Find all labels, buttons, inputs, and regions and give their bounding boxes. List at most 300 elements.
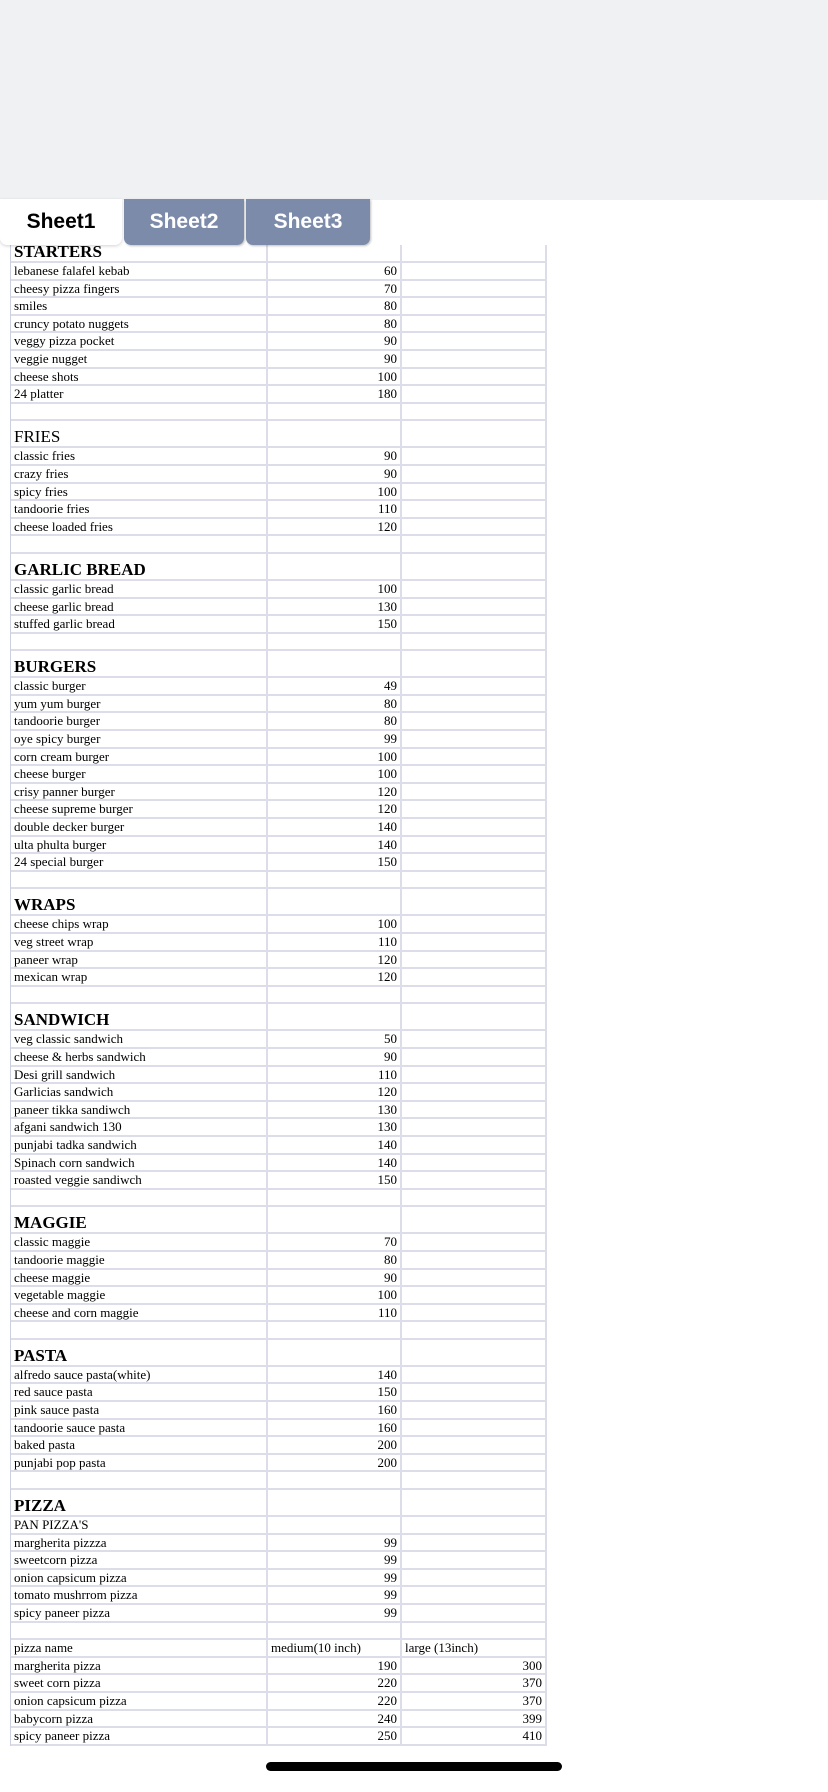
table-row[interactable] [11, 1155, 547, 1173]
price-cell[interactable] [268, 1472, 402, 1488]
blank-row[interactable] [11, 1322, 547, 1340]
price-large-cell[interactable] [402, 1517, 547, 1533]
table-row[interactable] [11, 678, 547, 696]
price-large-cell[interactable] [402, 916, 547, 932]
table-row[interactable] [11, 952, 547, 970]
item-name-cell[interactable]: crisy panner burger [11, 784, 268, 800]
table-row[interactable] [11, 1137, 547, 1155]
price-large-cell[interactable] [402, 616, 547, 632]
item-name-cell[interactable]: cruncy potato nuggets [11, 316, 268, 332]
item-name-cell[interactable]: tandoorie maggie [11, 1252, 268, 1268]
price-large-cell[interactable] [402, 1049, 547, 1065]
item-name-cell[interactable]: roasted veggie sandiwch [11, 1172, 268, 1188]
price-cell[interactable]: 150 [268, 1384, 402, 1400]
price-cell[interactable]: 49 [268, 678, 402, 694]
price-cell[interactable]: 80 [268, 713, 402, 729]
item-name-cell[interactable]: classic maggie [11, 1234, 268, 1250]
item-name-cell[interactable]: cheese maggie [11, 1270, 268, 1286]
table-row[interactable] [11, 1437, 547, 1455]
price-cell[interactable]: 99 [268, 1587, 402, 1603]
price-cell[interactable]: 80 [268, 696, 402, 712]
table-row[interactable] [11, 386, 547, 404]
price-large-cell[interactable]: large (13inch) [402, 1640, 547, 1656]
price-large-cell[interactable] [402, 501, 547, 517]
price-cell[interactable]: 220 [268, 1675, 402, 1691]
item-name-cell[interactable]: margherita pizza [11, 1658, 268, 1674]
table-row[interactable] [11, 1234, 547, 1252]
table-row[interactable] [11, 1305, 547, 1323]
price-large-cell[interactable] [402, 1190, 547, 1206]
item-name-cell[interactable]: cheesy pizza fingers [11, 281, 268, 297]
price-cell[interactable]: 180 [268, 386, 402, 402]
price-cell[interactable] [268, 1490, 402, 1515]
price-large-cell[interactable] [402, 1322, 547, 1338]
section-header-row[interactable] [11, 421, 547, 448]
section-header-row[interactable] [11, 889, 547, 916]
price-large-cell[interactable] [402, 1570, 547, 1586]
item-name-cell[interactable]: Garlicias sandwich [11, 1084, 268, 1100]
price-cell[interactable]: 120 [268, 801, 402, 817]
price-cell[interactable]: 90 [268, 448, 402, 464]
price-cell[interactable]: 110 [268, 934, 402, 950]
item-name-cell[interactable] [11, 634, 268, 650]
item-name-cell[interactable]: spicy fries [11, 484, 268, 500]
item-name-cell[interactable]: Desi grill sandwich [11, 1067, 268, 1083]
price-cell[interactable]: 250 [268, 1728, 402, 1744]
price-cell[interactable]: 99 [268, 1570, 402, 1586]
table-row[interactable] [11, 1270, 547, 1288]
item-name-cell[interactable]: crazy fries [11, 466, 268, 482]
item-name-cell[interactable]: ulta phulta burger [11, 837, 268, 853]
price-cell[interactable]: 120 [268, 1084, 402, 1100]
price-cell[interactable]: 220 [268, 1693, 402, 1709]
item-name-cell[interactable]: cheese garlic bread [11, 599, 268, 615]
price-large-cell[interactable] [402, 713, 547, 729]
price-cell[interactable]: 150 [268, 1172, 402, 1188]
price-cell[interactable]: 50 [268, 1031, 402, 1047]
table-row[interactable] [11, 1535, 547, 1553]
tab-sheet1[interactable]: Sheet1 [0, 199, 122, 245]
table-row[interactable] [11, 1067, 547, 1085]
price-large-cell[interactable] [402, 749, 547, 765]
table-row[interactable] [11, 281, 547, 299]
blank-row[interactable] [11, 404, 547, 422]
price-large-cell[interactable] [402, 581, 547, 597]
price-large-cell[interactable] [402, 1172, 547, 1188]
price-large-cell[interactable] [402, 1605, 547, 1621]
blank-row[interactable] [11, 1472, 547, 1490]
price-large-cell[interactable] [402, 263, 547, 279]
section-header-row[interactable] [11, 1490, 547, 1517]
item-name-cell[interactable]: sweetcorn pizza [11, 1552, 268, 1568]
table-row[interactable] [11, 581, 547, 599]
table-row[interactable] [11, 1420, 547, 1438]
price-cell[interactable] [268, 1623, 402, 1639]
price-large-cell[interactable] [402, 554, 547, 579]
price-cell[interactable]: 99 [268, 1552, 402, 1568]
price-large-cell[interactable] [402, 351, 547, 367]
price-cell[interactable] [268, 651, 402, 676]
item-name-cell[interactable]: stuffed garlic bread [11, 616, 268, 632]
price-cell[interactable] [268, 872, 402, 888]
price-cell[interactable]: 100 [268, 1287, 402, 1303]
item-name-cell[interactable]: veg classic sandwich [11, 1031, 268, 1047]
price-cell[interactable] [268, 554, 402, 579]
price-large-cell[interactable] [402, 1587, 547, 1603]
item-name-cell[interactable]: PAN PIZZA'S [11, 1517, 268, 1533]
table-row[interactable] [11, 448, 547, 466]
table-row[interactable] [11, 298, 547, 316]
item-name-cell[interactable] [11, 1322, 268, 1338]
table-row[interactable] [11, 784, 547, 802]
item-name-cell[interactable]: oye spicy burger [11, 731, 268, 747]
item-name-cell[interactable]: paneer tikka sandiwch [11, 1102, 268, 1118]
price-large-cell[interactable] [402, 634, 547, 650]
table-row[interactable] [11, 1605, 547, 1623]
table-row[interactable] [11, 1049, 547, 1067]
item-name-cell[interactable]: classic burger [11, 678, 268, 694]
table-row[interactable] [11, 1252, 547, 1270]
table-row[interactable] [11, 1402, 547, 1420]
section-header-row[interactable] [11, 1004, 547, 1031]
table-row[interactable] [11, 1084, 547, 1102]
price-large-cell[interactable]: 410 [402, 1728, 547, 1744]
table-row[interactable] [11, 766, 547, 784]
price-cell[interactable]: 190 [268, 1658, 402, 1674]
item-name-cell[interactable]: vegetable maggie [11, 1287, 268, 1303]
item-name-cell[interactable]: baked pasta [11, 1437, 268, 1453]
price-cell[interactable]: 99 [268, 731, 402, 747]
item-name-cell[interactable]: classic garlic bread [11, 581, 268, 597]
table-row[interactable] [11, 616, 547, 634]
price-cell[interactable]: 100 [268, 749, 402, 765]
item-name-cell[interactable]: smiles [11, 298, 268, 314]
item-name-cell[interactable]: spicy paneer pizza [11, 1728, 268, 1744]
price-cell[interactable]: 110 [268, 501, 402, 517]
price-cell[interactable]: 130 [268, 1102, 402, 1118]
price-large-cell[interactable]: 370 [402, 1675, 547, 1691]
item-name-cell[interactable]: alfredo sauce pasta(white) [11, 1367, 268, 1383]
tab-sheet2[interactable]: Sheet2 [124, 199, 244, 245]
item-name-cell[interactable]: red sauce pasta [11, 1384, 268, 1400]
price-cell[interactable]: 130 [268, 1119, 402, 1135]
blank-row[interactable] [11, 536, 547, 554]
price-large-cell[interactable] [402, 1305, 547, 1321]
price-cell[interactable]: 200 [268, 1437, 402, 1453]
item-name-cell[interactable]: spicy paneer pizza [11, 1605, 268, 1621]
item-name-cell[interactable]: pizza name [11, 1640, 268, 1656]
price-large-cell[interactable] [402, 245, 547, 261]
price-large-cell[interactable] [402, 889, 547, 914]
price-cell[interactable]: 120 [268, 969, 402, 985]
price-large-cell[interactable] [402, 766, 547, 782]
price-large-cell[interactable] [402, 1552, 547, 1568]
table-row[interactable] [11, 819, 547, 837]
price-cell[interactable] [268, 634, 402, 650]
price-large-cell[interactable] [402, 1252, 547, 1268]
price-large-cell[interactable] [402, 1031, 547, 1047]
price-cell[interactable] [268, 1517, 402, 1533]
table-row[interactable] [11, 1172, 547, 1190]
price-large-cell[interactable] [402, 519, 547, 535]
price-cell[interactable]: 100 [268, 484, 402, 500]
price-cell[interactable]: 100 [268, 581, 402, 597]
price-large-cell[interactable] [402, 678, 547, 694]
table-row[interactable] [11, 749, 547, 767]
item-name-cell[interactable]: 24 special burger [11, 854, 268, 870]
item-name-cell[interactable]: punjabi pop pasta [11, 1455, 268, 1471]
spreadsheet-area[interactable] [0, 245, 828, 1792]
table-row[interactable] [11, 1102, 547, 1120]
section-header-row[interactable] [11, 245, 547, 263]
price-large-cell[interactable] [402, 1535, 547, 1551]
price-large-cell[interactable] [402, 484, 547, 500]
price-cell[interactable]: 60 [268, 263, 402, 279]
blank-row[interactable] [11, 1623, 547, 1641]
table-row[interactable] [11, 1455, 547, 1473]
price-large-cell[interactable] [402, 599, 547, 615]
item-name-cell[interactable]: sweet corn pizza [11, 1675, 268, 1691]
price-cell[interactable]: 110 [268, 1305, 402, 1321]
table-row[interactable] [11, 837, 547, 855]
tab-sheet3[interactable]: Sheet3 [246, 199, 370, 245]
section-title-cell[interactable]: WRAPS [11, 889, 268, 914]
item-name-cell[interactable] [11, 1472, 268, 1488]
price-cell[interactable]: 120 [268, 519, 402, 535]
price-cell[interactable] [268, 1340, 402, 1365]
table-row[interactable] [11, 1031, 547, 1049]
price-large-cell[interactable] [402, 448, 547, 464]
section-header-row[interactable] [11, 1340, 547, 1367]
table-row[interactable] [11, 519, 547, 537]
item-name-cell[interactable]: double decker burger [11, 819, 268, 835]
price-large-cell[interactable] [402, 386, 547, 402]
price-cell[interactable]: 100 [268, 369, 402, 385]
price-large-cell[interactable] [402, 934, 547, 950]
table-row[interactable] [11, 466, 547, 484]
price-cell[interactable] [268, 421, 402, 446]
price-large-cell[interactable] [402, 987, 547, 1003]
table-row[interactable] [11, 501, 547, 519]
item-name-cell[interactable]: 24 platter [11, 386, 268, 402]
price-cell[interactable]: 160 [268, 1420, 402, 1436]
price-cell[interactable]: 120 [268, 784, 402, 800]
price-large-cell[interactable] [402, 1367, 547, 1383]
section-header-row[interactable] [11, 554, 547, 581]
table-row[interactable] [11, 316, 547, 334]
price-cell[interactable]: 90 [268, 1049, 402, 1065]
item-name-cell[interactable] [11, 404, 268, 420]
item-name-cell[interactable]: corn cream burger [11, 749, 268, 765]
price-cell[interactable] [268, 536, 402, 552]
price-large-cell[interactable] [402, 731, 547, 747]
price-large-cell[interactable] [402, 1490, 547, 1515]
table-row[interactable] [11, 351, 547, 369]
item-name-cell[interactable]: onion capsicum pizza [11, 1693, 268, 1709]
item-name-cell[interactable]: punjabi tadka sandwich [11, 1137, 268, 1153]
table-row[interactable] [11, 1119, 547, 1137]
table-row[interactable] [11, 934, 547, 952]
price-large-cell[interactable] [402, 1384, 547, 1400]
price-large-cell[interactable] [402, 1004, 547, 1029]
table-row[interactable] [11, 916, 547, 934]
price-large-cell[interactable]: 370 [402, 1693, 547, 1709]
table-row[interactable] [11, 1552, 547, 1570]
price-large-cell[interactable]: 399 [402, 1711, 547, 1727]
price-large-cell[interactable] [402, 1340, 547, 1365]
price-cell[interactable]: 120 [268, 952, 402, 968]
table-row[interactable] [11, 854, 547, 872]
item-name-cell[interactable]: onion capsicum pizza [11, 1570, 268, 1586]
price-cell[interactable] [268, 245, 402, 261]
price-cell[interactable]: 140 [268, 1137, 402, 1153]
price-large-cell[interactable] [402, 1437, 547, 1453]
table-row[interactable] [11, 1675, 547, 1693]
item-name-cell[interactable]: tandoorie sauce pasta [11, 1420, 268, 1436]
price-cell[interactable]: 80 [268, 1252, 402, 1268]
price-cell[interactable] [268, 1190, 402, 1206]
section-title-cell[interactable]: FRIES [11, 421, 268, 446]
table-row[interactable] [11, 1658, 547, 1676]
price-large-cell[interactable]: 300 [402, 1658, 547, 1674]
item-name-cell[interactable] [11, 872, 268, 888]
price-large-cell[interactable] [402, 1119, 547, 1135]
spreadsheet-grid[interactable] [10, 245, 547, 1746]
price-cell[interactable]: 100 [268, 766, 402, 782]
price-cell[interactable] [268, 1207, 402, 1232]
price-large-cell[interactable] [402, 281, 547, 297]
table-row[interactable] [11, 369, 547, 387]
table-row[interactable] [11, 1693, 547, 1711]
price-cell[interactable]: 140 [268, 837, 402, 853]
item-name-cell[interactable]: veggy pizza pocket [11, 333, 268, 349]
section-header-row[interactable] [11, 651, 547, 678]
price-cell[interactable]: 80 [268, 298, 402, 314]
table-row[interactable] [11, 599, 547, 617]
price-large-cell[interactable] [402, 333, 547, 349]
item-name-cell[interactable]: lebanese falafel kebab [11, 263, 268, 279]
price-large-cell[interactable] [402, 952, 547, 968]
price-large-cell[interactable] [402, 1137, 547, 1153]
price-large-cell[interactable] [402, 316, 547, 332]
price-cell[interactable]: 80 [268, 316, 402, 332]
price-cell[interactable]: 90 [268, 333, 402, 349]
price-large-cell[interactable] [402, 404, 547, 420]
price-large-cell[interactable] [402, 872, 547, 888]
price-large-cell[interactable] [402, 651, 547, 676]
item-name-cell[interactable]: tandoorie burger [11, 713, 268, 729]
price-large-cell[interactable] [402, 1623, 547, 1639]
item-name-cell[interactable] [11, 987, 268, 1003]
item-name-cell[interactable]: paneer wrap [11, 952, 268, 968]
price-large-cell[interactable] [402, 696, 547, 712]
blank-row[interactable] [11, 1190, 547, 1208]
table-row[interactable] [11, 1587, 547, 1605]
price-cell[interactable]: 240 [268, 1711, 402, 1727]
table-row[interactable] [11, 1384, 547, 1402]
price-large-cell[interactable] [402, 536, 547, 552]
price-cell[interactable]: 160 [268, 1402, 402, 1418]
price-cell[interactable]: 99 [268, 1535, 402, 1551]
item-name-cell[interactable]: classic fries [11, 448, 268, 464]
price-large-cell[interactable] [402, 1472, 547, 1488]
price-cell[interactable]: 90 [268, 351, 402, 367]
price-cell[interactable]: 70 [268, 281, 402, 297]
item-name-cell[interactable]: pink sauce pasta [11, 1402, 268, 1418]
price-cell[interactable] [268, 889, 402, 914]
price-large-cell[interactable] [402, 1287, 547, 1303]
price-cell[interactable]: 99 [268, 1605, 402, 1621]
price-large-cell[interactable] [402, 784, 547, 800]
price-cell[interactable]: 150 [268, 854, 402, 870]
item-name-cell[interactable]: margherita pizzza [11, 1535, 268, 1551]
price-cell[interactable]: 110 [268, 1067, 402, 1083]
table-row[interactable] [11, 801, 547, 819]
price-cell[interactable] [268, 1322, 402, 1338]
table-row[interactable] [11, 484, 547, 502]
price-large-cell[interactable] [402, 1207, 547, 1232]
section-title-cell[interactable]: MAGGIE [11, 1207, 268, 1232]
item-name-cell[interactable]: cheese and corn maggie [11, 1305, 268, 1321]
item-name-cell[interactable]: cheese supreme burger [11, 801, 268, 817]
price-cell[interactable]: medium(10 inch) [268, 1640, 402, 1656]
table-row[interactable] [11, 1570, 547, 1588]
price-large-cell[interactable] [402, 1420, 547, 1436]
price-cell[interactable]: 130 [268, 599, 402, 615]
section-title-cell[interactable]: STARTERS [11, 245, 268, 261]
table-row[interactable] [11, 1728, 547, 1746]
price-cell[interactable] [268, 404, 402, 420]
price-cell[interactable]: 70 [268, 1234, 402, 1250]
table-row[interactable] [11, 731, 547, 749]
section-title-cell[interactable]: SANDWICH [11, 1004, 268, 1029]
price-cell[interactable] [268, 1004, 402, 1029]
price-large-cell[interactable] [402, 466, 547, 482]
item-name-cell[interactable]: tandoorie fries [11, 501, 268, 517]
item-name-cell[interactable]: yum yum burger [11, 696, 268, 712]
price-cell[interactable]: 140 [268, 819, 402, 835]
price-large-cell[interactable] [402, 421, 547, 446]
item-name-cell[interactable]: cheese loaded fries [11, 519, 268, 535]
item-name-cell[interactable]: cheese shots [11, 369, 268, 385]
item-name-cell[interactable]: mexican wrap [11, 969, 268, 985]
price-large-cell[interactable] [402, 369, 547, 385]
table-row[interactable] [11, 969, 547, 987]
price-large-cell[interactable] [402, 1234, 547, 1250]
section-title-cell[interactable]: GARLIC BREAD [11, 554, 268, 579]
price-cell[interactable]: 140 [268, 1155, 402, 1171]
item-name-cell[interactable]: veggie nugget [11, 351, 268, 367]
section-title-cell[interactable]: PASTA [11, 1340, 268, 1365]
price-cell[interactable]: 140 [268, 1367, 402, 1383]
price-cell[interactable]: 150 [268, 616, 402, 632]
item-name-cell[interactable]: babycorn pizza [11, 1711, 268, 1727]
price-large-cell[interactable] [402, 854, 547, 870]
item-name-cell[interactable]: Spinach corn sandwich [11, 1155, 268, 1171]
price-large-cell[interactable] [402, 298, 547, 314]
item-name-cell[interactable] [11, 1623, 268, 1639]
price-large-cell[interactable] [402, 969, 547, 985]
price-cell[interactable]: 90 [268, 466, 402, 482]
item-name-cell[interactable]: veg street wrap [11, 934, 268, 950]
blank-row[interactable] [11, 987, 547, 1005]
table-row[interactable] [11, 713, 547, 731]
item-name-cell[interactable]: cheese & herbs sandwich [11, 1049, 268, 1065]
price-large-cell[interactable] [402, 1102, 547, 1118]
blank-row[interactable] [11, 634, 547, 652]
table-row[interactable] [11, 263, 547, 281]
item-name-cell[interactable] [11, 1190, 268, 1206]
